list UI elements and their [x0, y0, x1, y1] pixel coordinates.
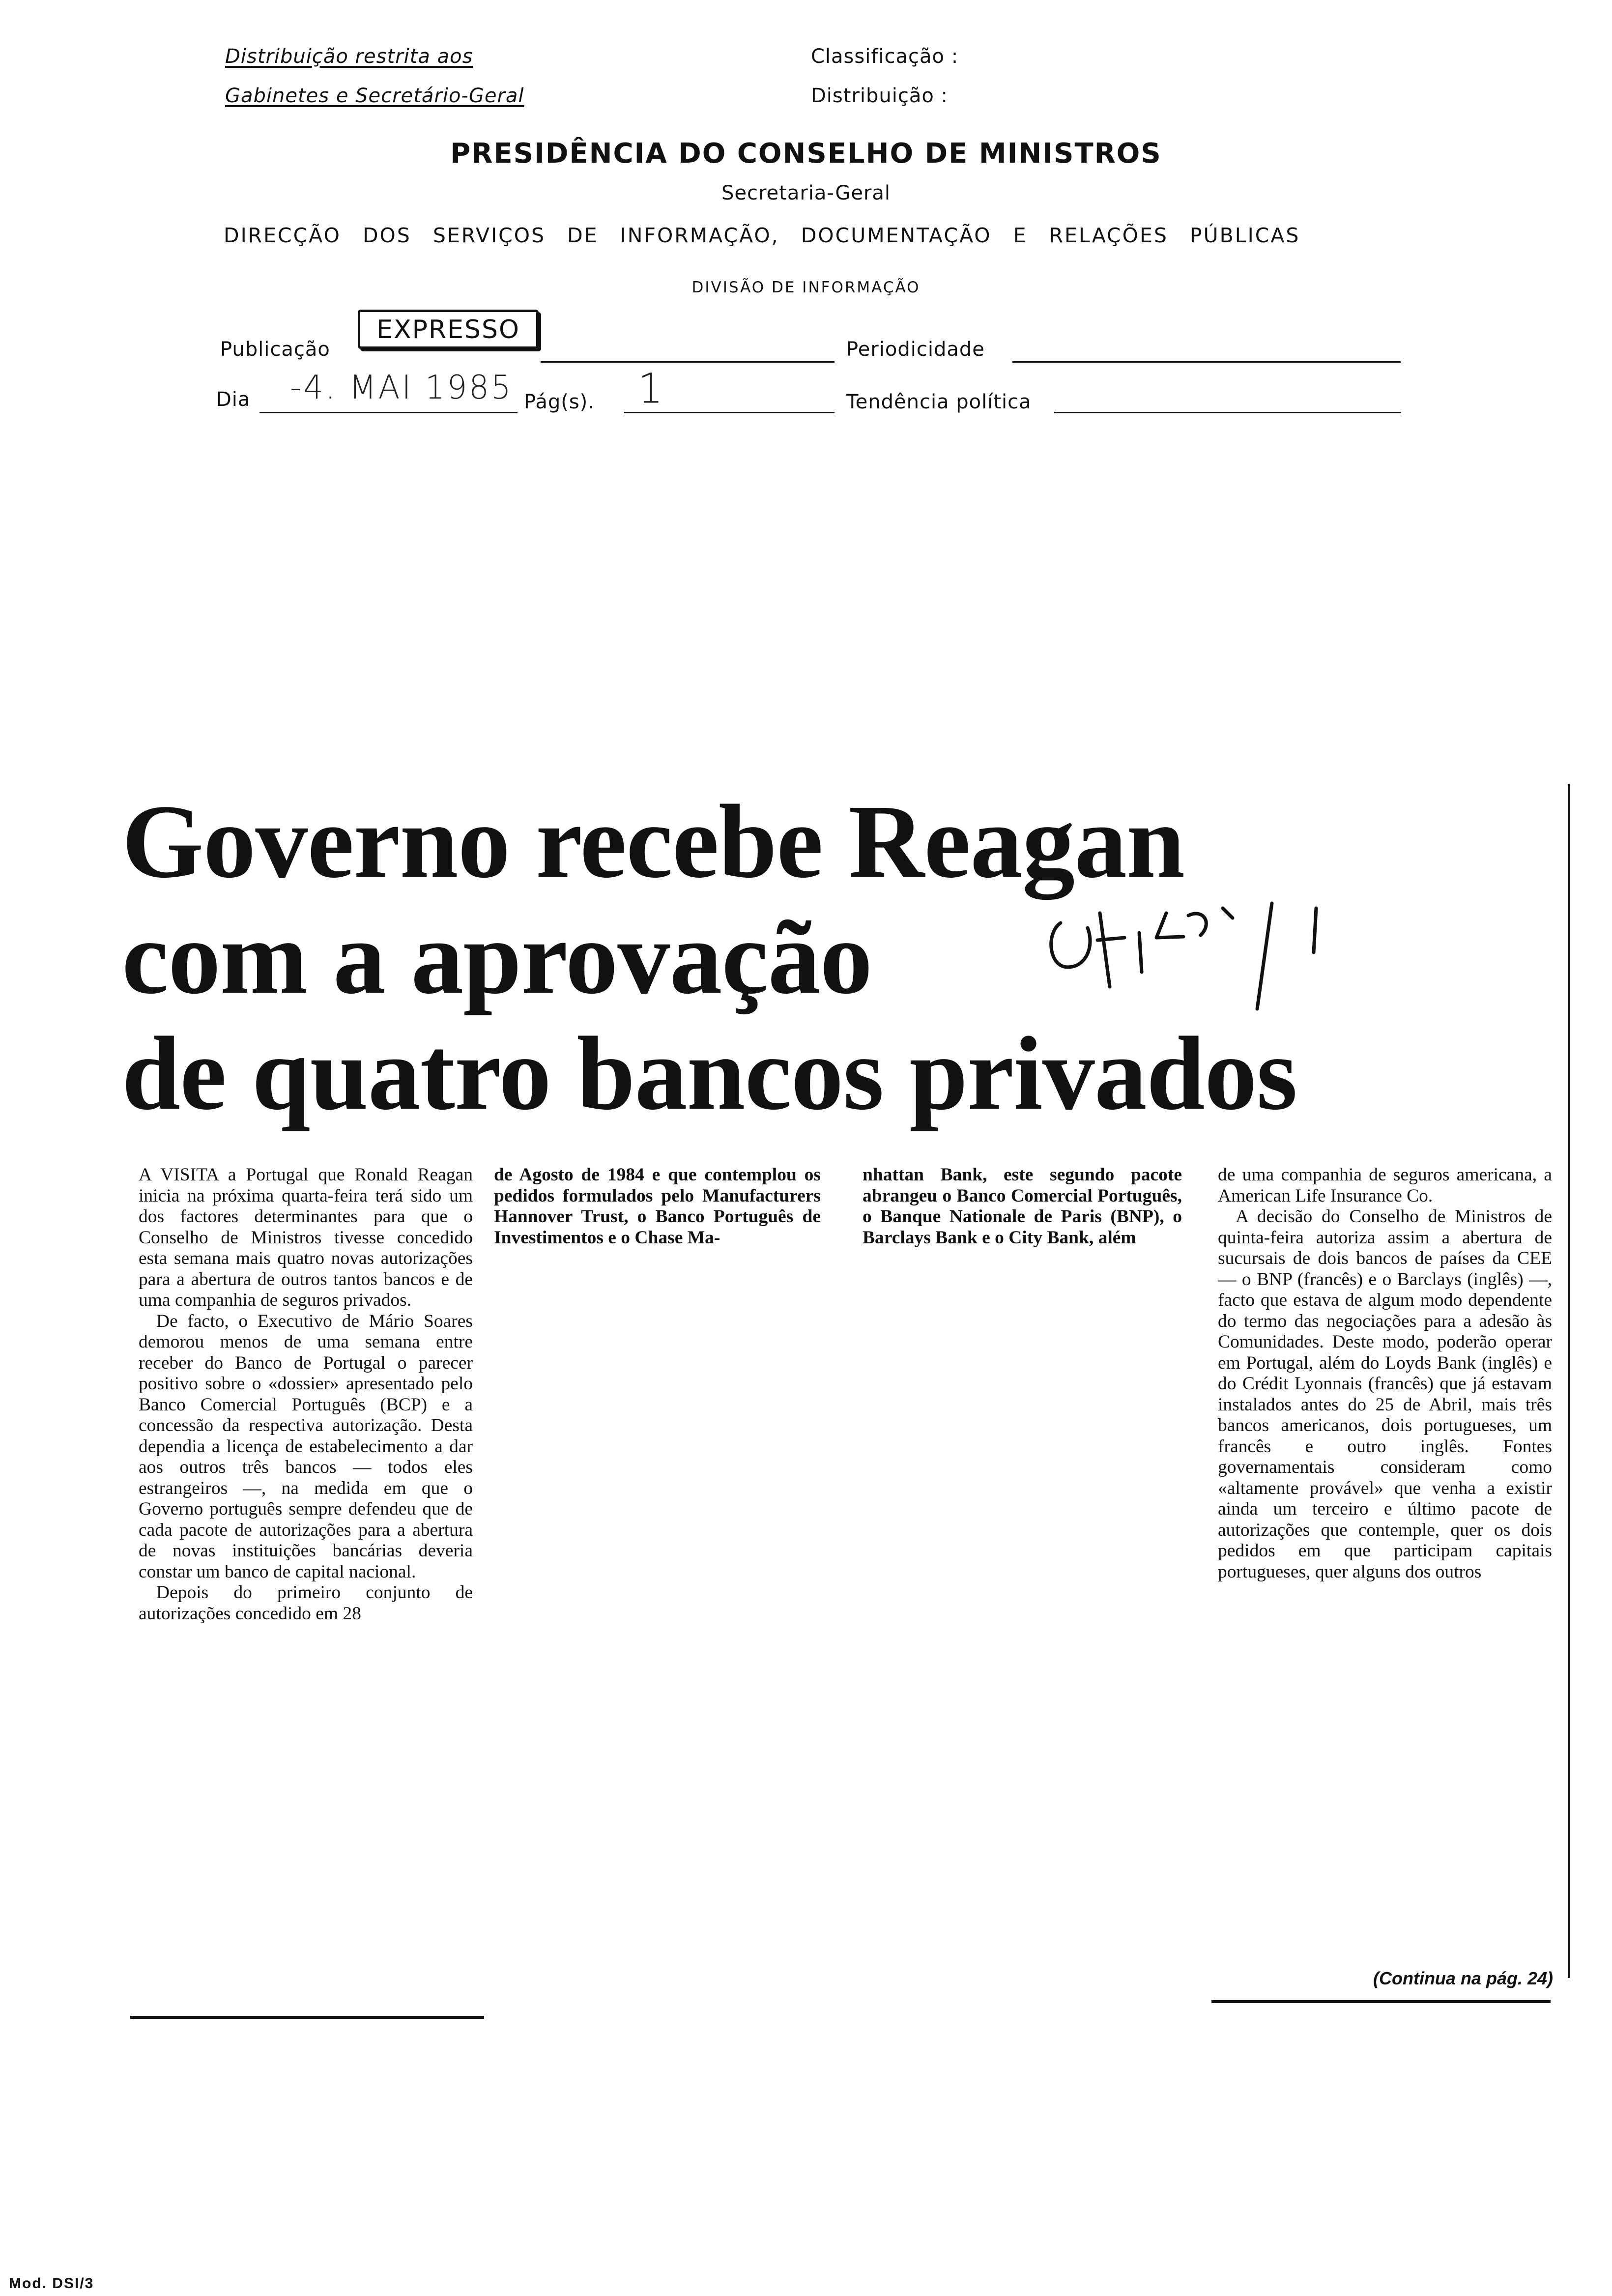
headline-line-1: Governo recebe Reagan — [122, 783, 1185, 900]
publicacao-stamp: EXPRESSO — [358, 310, 539, 349]
column-1-end-rule — [130, 2016, 484, 2019]
continued-note: (Continua na pág. 24) — [1373, 1968, 1553, 1988]
publicacao-line — [541, 361, 835, 363]
org-subtitle: Secretaria-Geral — [721, 182, 891, 204]
handwritten-annotation-mark — [1041, 893, 1346, 1016]
dia-label: Dia — [216, 388, 251, 411]
distribution-note-line2: Gabinetes e Secretário-Geral — [225, 85, 524, 107]
article-column-4: de uma companhia de seguros americana, a American Life Insurance Co. A decisão do Conselho de Ministros de quinta-feira autoriza assim a abertura de sucursais de dois bancos de países da CEE — o BNP (francês) e o Barclays (inglês) —, facto que estava de algum modo dependente do termo das negociações para a adesão às Comunidades. Deste modo, poderão operar em Portugal, além do Loyds Bank (inglês) e do Crédit Lyonnais (francês) que já estavam instalados antes do 25 de Abril, mais três bancos americanos, dois portugueses, um francês e outro inglês. Fontes governamentais consideram como «altamente provável» que venha a existir ainda um terceiro e último pacote de autorizações que contemple, quer os dois pedidos em que participam capitais portugueses, quer alguns dos outros — [1218, 1165, 1552, 1582]
dia-value: -4. MAI 1985 — [290, 369, 513, 407]
distribuicao-label: Distribuição : — [811, 85, 949, 107]
right-margin-rule — [1568, 784, 1570, 1978]
pags-value: 1 — [638, 364, 665, 413]
article-column-3: nhattan Bank, este segundo pacote abrangeu o Banco Comercial Português, o Banque Nationale de Paris (BNP), o Barclays Bank e o City Bank, além — [863, 1165, 1182, 1248]
article-column-1: A VISITA a Portugal que Ronald Reagan inicia na próxima quarta-feira terá sido um dos factores determinantes para que o Conselho de Ministros tivesse concedido esta semana mais quatro novas autorizações para a abertura de outros tantos bancos e de uma companhia de seguros privados. De facto, o Executivo de Mário Soares demorou menos de uma semana entre receber do Banco de Portugal o parecer positivo sobre o «dossier» apresentado pelo Banco Comercial Português (BCP) e a concessão da respectiva autorização. Desta dependia a licença de estabelecimento a dar aos outros três bancos — todos eles estrangeiros —, na medida em que o Governo português sempre defendeu que de cada pacote de autorizações para a abertura de novas instituições bancárias deveria constar um banco de capital nacional. Depois do primeiro conjunto de autorizações concedido em 28 — [139, 1165, 473, 1624]
column-4-end-rule — [1211, 2000, 1551, 2003]
publicacao-label: Publicação — [220, 338, 330, 361]
article-column-2: de Agosto de 1984 e que contemplou os pedidos formulados pelo Manufacturers Hannover Trust, o Banco Português de Investimentos e o Chase Ma- — [494, 1165, 821, 1248]
form-code: Mod. DSI/3 — [9, 2275, 94, 2292]
periodicidade-line — [1012, 361, 1401, 363]
headline-line-2: com a aprovação — [122, 899, 872, 1016]
distribution-note-line1: Distribuição restrita aos — [225, 45, 473, 68]
pags-line — [624, 412, 835, 413]
tendencia-label: Tendência política — [846, 391, 1032, 413]
tendencia-line — [1054, 412, 1401, 413]
headline-line-3: de quatro bancos privados — [122, 1015, 1297, 1132]
org-title: PRESIDÊNCIA DO CONSELHO DE MINISTROS — [450, 138, 1162, 170]
dia-line — [259, 412, 518, 413]
org-division: DIVISÃO DE INFORMAÇÃO — [691, 279, 921, 296]
pags-label: Pág(s). — [524, 391, 595, 413]
classificacao-label: Classificação : — [811, 45, 959, 68]
periodicidade-label: Periodicidade — [846, 338, 985, 361]
org-department: DIRECÇÃO DOS SERVIÇOS DE INFORMAÇÃO, DOCUMENTAÇÃO E RELAÇÕES PÚBLICAS — [224, 224, 1300, 247]
